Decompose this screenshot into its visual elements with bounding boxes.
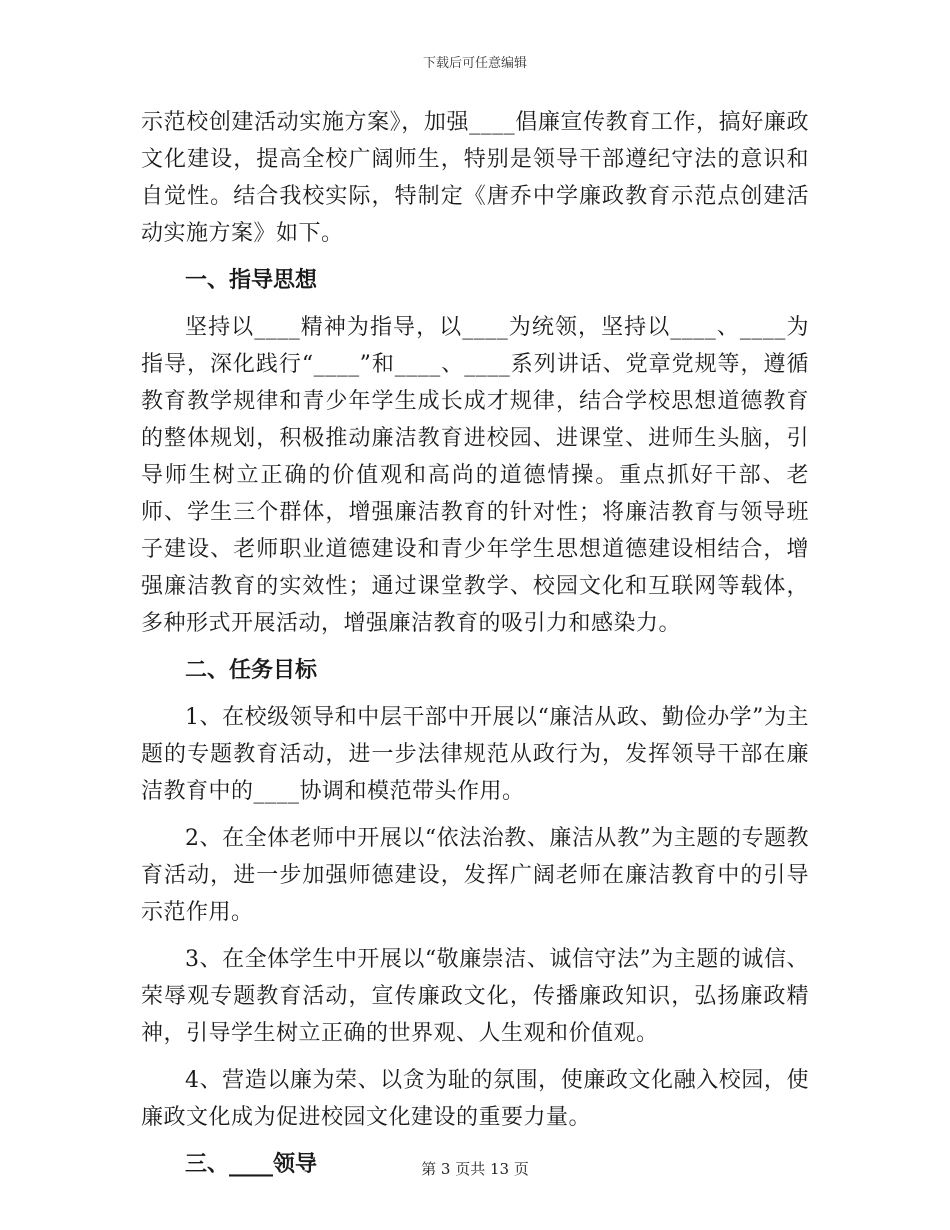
document-body [141,104,809,1183]
section-3-heading: 三、____领导 [185,1151,318,1177]
section-2-heading: 二、任务目标 [185,657,318,683]
intro-paragraph: 示范校创建活动实施方案》，加强____倡廉宣传教育工作，搞好廉政文化建设，提高全校广阔师生，特别是领导干部遵纪守法的意识和自觉性。结合我校实际，特制定《唐乔中学廉政教育示范点创建活动实施方案》如下。 [141,110,809,246]
goal-item-2: 2、在全体老师中开展以“依法治教、廉洁从教”为主题的专题教育活动，进一步加强师德建设，发挥广阔老师在廉洁教育中的引导示范作用。 [141,826,809,925]
page-footer: 第 3 页共 13 页 [421,1160,529,1178]
goal-item-4: 4、营造以廉为荣、以贪为耻的氛围，使廉政文化融入校园，使廉政文化成为促进校园文化建设的重要力量。 [141,1068,809,1130]
section-1-paragraph: 坚持以____精神为指导，以____为统领，坚持以____、____为指导，深化践行“____”和____、____系列讲话、党章党规等，遵循教育教学规律和青少年学生成长成才规律，结合学校思想道德教育的整体规划，积极推动廉洁教育进校园、进课堂、进师生头脑，引导师生树立正确的价值观和高尚的道德情操。重点抓好干部、老师、学生三个群体，增强廉洁教育的针对性；将廉洁教育与领导班子建设、老师职业道德建设和青少年学生思想道德建设相结合，增强廉洁教育的实效性；通过课堂教学、校园文化和互联网等载体，多种形式开展活动，增强廉洁教育的吸引力和感染力。 [141,315,809,636]
page-header: 下载后可任意编辑 [422,56,527,71]
section-1-heading: 一、指导思想 [185,267,318,293]
goal-item-3: 3、在全体学生中开展以“敬廉崇洁、诚信守法”为主题的诚信、荣辱观专题教育活动，宣传廉政文化，传播廉政知识，弘扬廉政精神，引导学生树立正确的世界观、人生观和价值观。 [141,947,809,1046]
goal-item-1: 1、在校级领导和中层干部中开展以“廉洁从政、勤俭办学”为主题的专题教育活动，进一步法律规范从政行为，发挥领导干部在廉洁教育中的____协调和模范带头作用。 [141,705,809,804]
